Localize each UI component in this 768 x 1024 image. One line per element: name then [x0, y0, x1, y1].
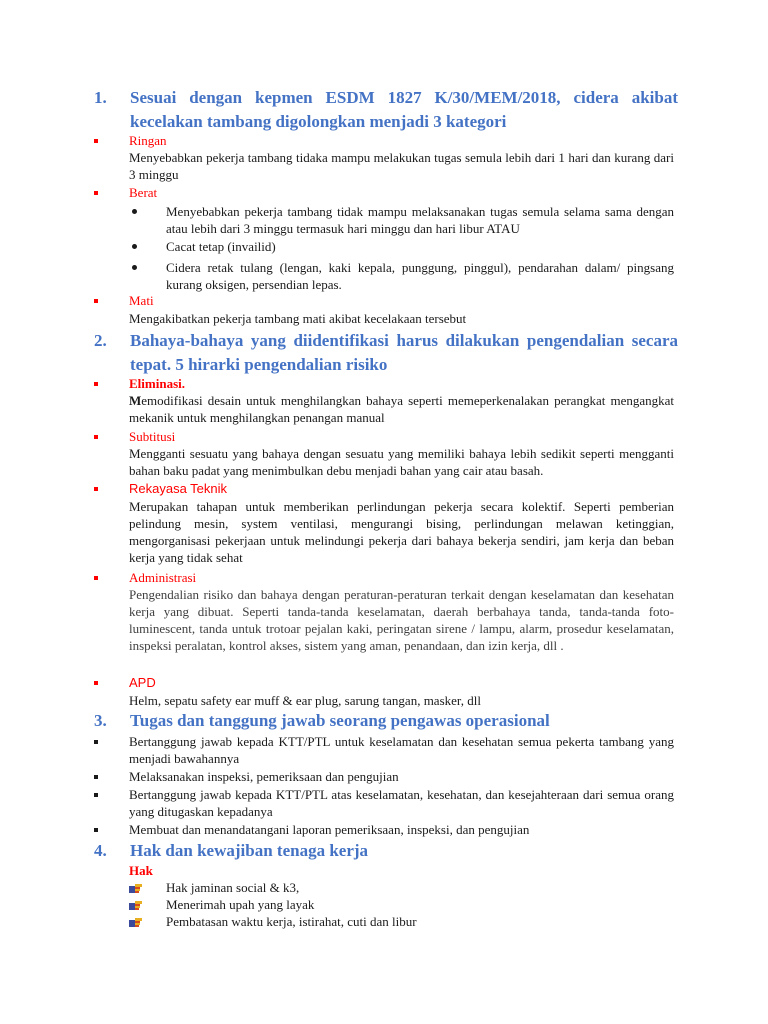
list-item: Cidera retak tulang (lengan, kaki kepala, punggung, pinggul), pendarahan dalam/ pingsang kurang oksigen, persendian lepas. — [166, 260, 674, 292]
section-title: Hak dan kewajiban tenaga kerja — [130, 841, 369, 860]
control-text: Merupakan tahapan untuk memberikan perlindungan pekerja secara kolektif. Seperti pemberian pelindung mesin, system ventilasi, mengurangi bising, perlindungan melawan ketinggian, mengorganisasi pekerjaan untuk melindungi pekerja dari bahaya bekerja sendiri, jam kerja dan beban kerja yang tidak sehat — [129, 499, 674, 565]
square-bullet-icon — [94, 139, 98, 143]
rights-label: Hak — [129, 863, 153, 878]
square-bullet-icon — [94, 793, 98, 797]
list-item: Hak jaminan social & k3, — [166, 880, 300, 895]
category-label: Mati — [129, 293, 154, 308]
category-text: Mengakibatkan pekerja tambang mati akibat kecelakaan tersebut — [129, 311, 467, 326]
control-text — [129, 392, 674, 426]
round-bullet-icon — [132, 265, 137, 270]
list-item: Menyebabkan pekerja tambang tidak mampu melaksanakan tugas semula selama sama dengan atau lebih dari 3 minggu termasuk hari minggu dan hari libur ATAU — [166, 204, 674, 236]
bold-initial: M — [129, 393, 142, 408]
list-item: Bertanggung jawab kepada KTT/PTL atas keselamatan, kesehatan, dan kesejahteraan dari semua orang yang ditugaskan kepadanya — [129, 787, 674, 819]
control-label: Administrasi — [129, 570, 197, 585]
section-4-heading — [94, 839, 678, 863]
square-bullet-icon — [94, 740, 98, 744]
section-title: Bahaya-bahaya yang diidentifikasi harus dilakukan pengendalian secara tepat. 5 hirarki pengendalian risiko — [130, 331, 678, 374]
section-number: 1. — [94, 88, 107, 107]
list-item: Menerimah upah yang layak — [166, 897, 315, 912]
round-bullet-icon — [132, 209, 137, 214]
category-label: Ringan — [129, 133, 167, 148]
control-label: Eliminasi. — [129, 376, 185, 391]
round-bullet-icon — [132, 244, 137, 249]
list-item: Membuat dan menandatangani laporan pemeriksaan, inspeksi, dan pengujian — [129, 822, 530, 837]
section-2-heading — [94, 329, 678, 377]
control-text: Pengendalian risiko dan bahaya dengan peraturan-peraturan terkait dengan keselamatan dan kesehatan kerja yang dibuat. Seperti tanda-tanda keselamatan, daerah berbahaya tanda, tanda-tanda foto-luminescent, tanda untuk trotoar pejalan kaki, peringatan sirene / lampu, alarm, prosedur keselamatan, inspeksi peralatan, kontrol akses, sistem yang aman, penandaan, dan izin kerja, dll . — [129, 587, 674, 653]
control-text: Mengganti sesuatu yang bahaya dengan sesuatu yang memiliki bahaya lebih sedikit seperti mengganti bahan baku padat yang menimbulkan debu menjadi bahan yang cair atau basah. — [129, 446, 674, 478]
square-bullet-icon — [94, 681, 98, 685]
list-item: Bertanggung jawab kepada KTT/PTL untuk keselamatan dan kesehatan semua pekerta tambang yang menjadi bawahannya — [129, 734, 674, 766]
section-1-heading — [94, 86, 678, 134]
category-label: Berat — [129, 185, 158, 200]
section-number: 4. — [94, 841, 107, 860]
section-number: 2. — [94, 331, 107, 350]
square-bullet-icon — [94, 435, 98, 439]
section-title: Sesuai dengan kepmen ESDM 1827 K/30/MEM/2018, cidera akibat kecelakan tambang digolongkan menjadi 3 kategori — [130, 88, 678, 131]
control-label: Subtitusi — [129, 429, 176, 444]
square-bullet-icon — [94, 576, 98, 580]
pointing-hand-icon — [129, 916, 143, 928]
pointing-hand-icon — [129, 899, 143, 911]
square-bullet-icon — [94, 299, 98, 303]
section-3-heading — [94, 709, 678, 733]
control-label: APD — [129, 675, 156, 690]
square-bullet-icon — [94, 487, 98, 491]
square-bullet-icon — [94, 382, 98, 386]
square-bullet-icon — [94, 828, 98, 832]
square-bullet-icon — [94, 191, 98, 195]
list-item: Pembatasan waktu kerja, istirahat, cuti dan libur — [166, 914, 417, 929]
control-text-body: emodifikasi desain untuk menghilangkan bahaya seperti memeperkenalakan perangkat mengangkat mekanik untuk menghilangkan penangan manual — [129, 393, 674, 425]
control-text: Helm, sepatu safety ear muff & ear plug, sarung tangan, masker, dll — [129, 693, 481, 708]
control-label: Rekayasa Teknik — [129, 481, 228, 496]
section-number: 3. — [94, 711, 107, 730]
pointing-hand-icon — [129, 882, 143, 894]
square-bullet-icon — [94, 775, 98, 779]
list-item: Melaksanakan inspeksi, pemeriksaan dan pengujian — [129, 769, 399, 784]
list-item: Cacat tetap (invailid) — [166, 239, 276, 254]
section-title: Tugas dan tanggung jawab seorang pengawas operasional — [130, 711, 550, 730]
category-text: Menyebabkan pekerja tambang tidaka mampu melakukan tugas semula lebih dari 1 hari dan kurang dari 3 minggu — [129, 150, 674, 182]
